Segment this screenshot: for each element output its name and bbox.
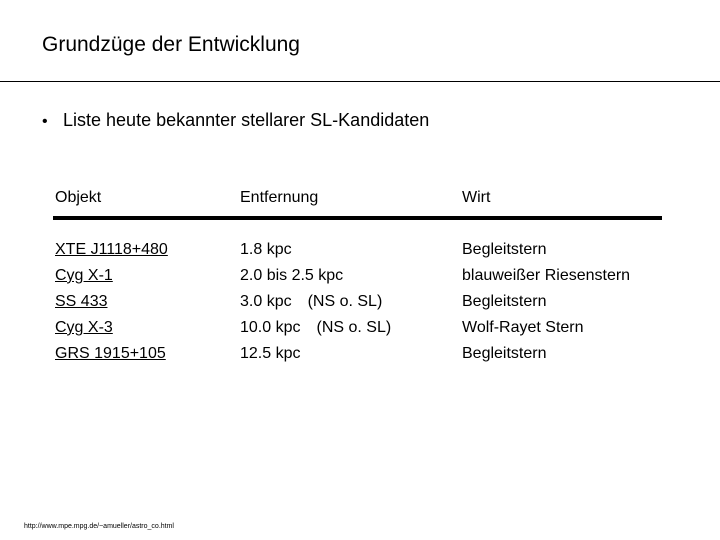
bullet-icon: • [42,113,48,130]
header-wirt: Wirt [462,189,491,206]
distance-cell [240,315,391,341]
header-objekt: Objekt [55,189,102,206]
wirt-column [462,237,630,367]
objekt-link-xte[interactable]: XTE J1118+480 [55,241,168,258]
distance-cell [240,341,391,367]
objekt-link-grs[interactable]: GRS 1915+105 [55,345,166,362]
distance-value: 12.5 kpc [240,345,301,362]
distance-value: 1.8 kpc [240,241,292,258]
title-divider [0,81,720,82]
entfernung-column [240,237,391,367]
distance-cell [240,237,391,263]
bullet-text: Liste heute bekannter stellarer SL-Kandidaten [63,110,430,130]
wirt-cell: Wolf-Rayet Stern [462,319,584,336]
distance-note: (NS o. SL) [307,293,383,310]
distance-value: 3.0 kpc [240,293,292,310]
distance-cell [240,263,391,289]
wirt-cell: Begleitstern [462,241,547,258]
distance-cell [240,289,391,315]
wirt-cell: Begleitstern [462,293,547,310]
table-header-divider [53,216,662,220]
distance-value: 10.0 kpc [240,319,301,336]
objekt-link-cyg-x3[interactable]: Cyg X-3 [55,319,113,336]
wirt-cell: blauweißer Riesenstern [462,267,631,284]
header-entfernung: Entfernung [240,189,319,206]
objekt-link-cyg-x1[interactable]: Cyg X-1 [55,267,113,284]
objekt-column [55,237,168,367]
distance-note: (NS o. SL) [316,319,392,336]
objekt-link-ss433[interactable]: SS 433 [55,293,108,310]
wirt-cell: Begleitstern [462,345,547,362]
slide-title: Grundzüge der Entwicklung [42,33,300,56]
source-url-link[interactable]: http://www.mpe.mpg.de/~amueller/astro_co.html [24,523,174,530]
bullet-item [42,110,429,131]
distance-value: 2.0 bis 2.5 kpc [240,267,344,284]
